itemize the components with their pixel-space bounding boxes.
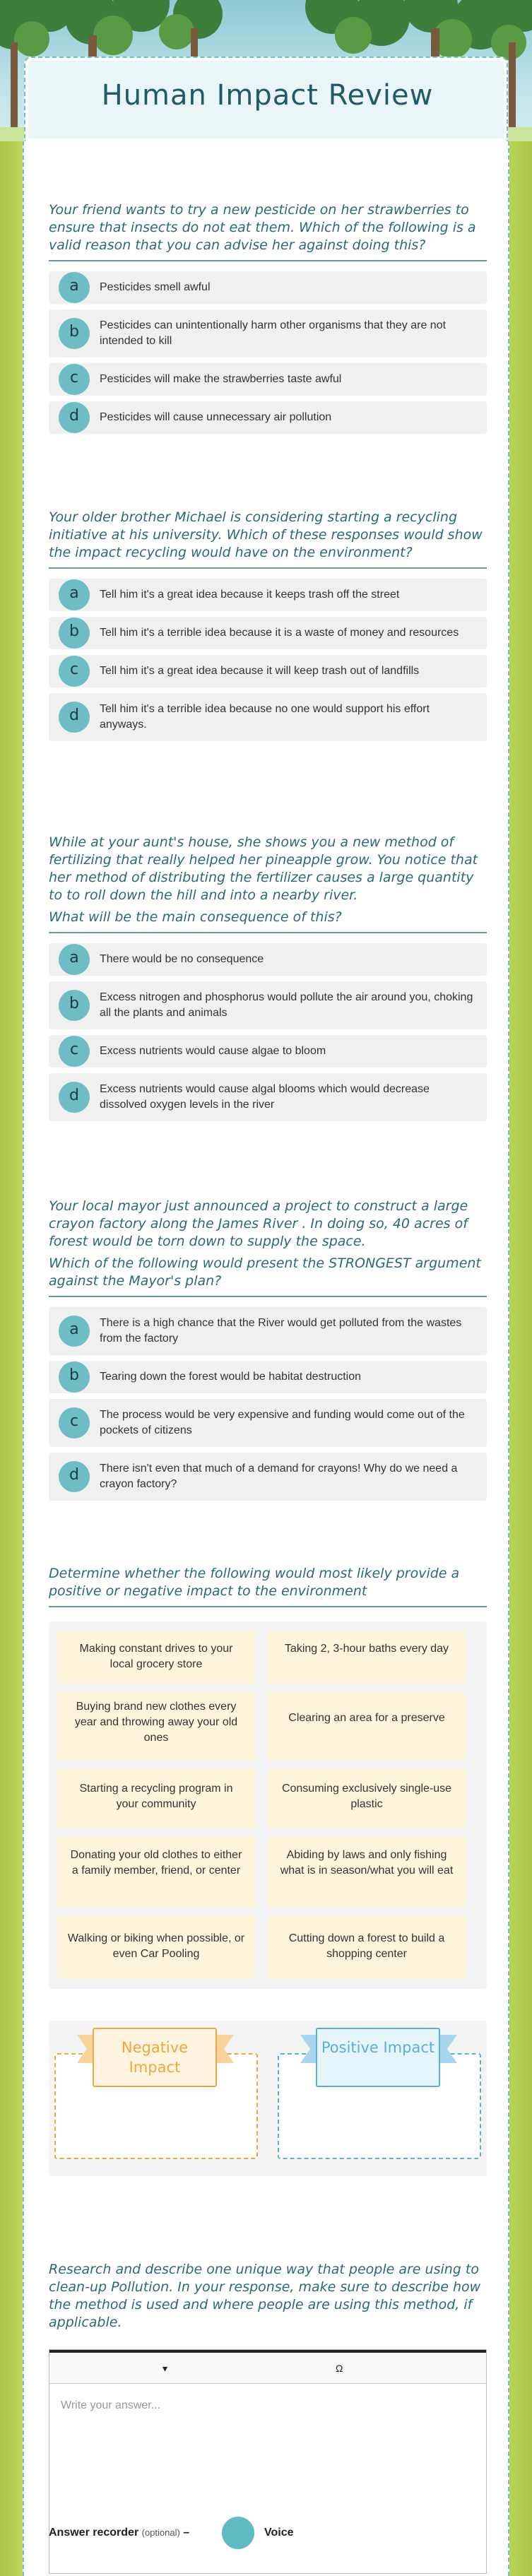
sort-card[interactable]: Donating your old clothes to either a family member, friend, or center	[57, 1836, 255, 1907]
sort-card[interactable]: Abiding by laws and only fishing what is in season/what you will eat	[268, 1836, 466, 1907]
choice-text: Pesticides will cause unnecessary air pollution	[100, 411, 332, 423]
divider	[49, 1296, 487, 1297]
choice-letter: b	[59, 1361, 90, 1393]
question-text: Your friend wants to try a new pesticide on her strawberries to ensure that insects do not eat them. Which of the following is a valid reason that you can advise her against doing this?	[49, 202, 476, 253]
choice-text: There isn't even that much of a demand for crayons! Why do we need a crayon factory?	[100, 1463, 458, 1490]
choice-text: Pesticides smell awful	[100, 281, 211, 293]
sort-card[interactable]: Taking 2, 3-hour baths every day	[268, 1630, 466, 1684]
question-subtext: What will be the main consequence of this?	[49, 909, 342, 925]
divider	[49, 567, 487, 569]
choice-text: Excess nutrients would cause algal blooms which would decrease dissolved oxygen levels in the river	[100, 1083, 430, 1111]
recorder-dash: –	[183, 2527, 190, 2539]
choice-letter: c	[59, 656, 90, 687]
question-2	[49, 509, 487, 747]
choice-text: Tell him it's a great idea because it keeps trash off the street	[100, 589, 400, 601]
sorting-items	[49, 1621, 487, 1989]
essay-placeholder[interactable]: Write your answer...	[61, 2399, 161, 2411]
choice-letter: d	[59, 1461, 90, 1492]
recorder-label	[49, 2527, 189, 2539]
choice-b[interactable]	[49, 1361, 487, 1393]
format-dropdown[interactable]: ▾	[162, 2363, 168, 2374]
choice-text: There is a high chance that the River would get polluted from the wastes from the factory	[100, 1317, 462, 1345]
choice-letter: c	[59, 1036, 90, 1067]
choice-letter: a	[59, 579, 90, 610]
choice-c[interactable]	[49, 1035, 487, 1068]
choice-letter: b	[59, 618, 90, 649]
question-text: Determine whether the following would most likely provide a positive or negative impact to the environment	[49, 1566, 460, 1599]
sorting-question	[49, 1565, 487, 1617]
sort-card[interactable]: Buying brand new clothes every year and throwing away your old ones	[57, 1692, 255, 1760]
choice-text: Excess nutrients would cause algae to bloom	[100, 1045, 326, 1057]
voice-label: Voice	[264, 2527, 294, 2539]
question-text: While at your aunt's house, she shows you a new method of fertilizing that really helped her pineapple grow. You notice that her method of distributing the fertilizer causes a large quantity to to roll down the hill and into a nearby river.	[49, 834, 478, 903]
recorder-label-text: Answer recorder	[49, 2527, 139, 2539]
choice-letter: a	[59, 272, 90, 303]
choice-letter: b	[59, 318, 90, 349]
negative-impact-label: Negative Impact	[93, 2028, 217, 2087]
choice-text: Pesticides will make the strawberries taste awful	[100, 373, 342, 385]
sorting-buckets	[49, 2021, 487, 2176]
sort-card[interactable]: Walking or biking when possible, or even Car Pooling	[57, 1915, 255, 1979]
choice-letter: c	[59, 364, 90, 395]
choice-b[interactable]	[49, 309, 487, 358]
question-subtext: Which of the following would present the STRONGEST argument against the Mayor's plan?	[49, 1255, 481, 1289]
essay-question	[49, 2261, 487, 2332]
editor-toolbar	[49, 2350, 486, 2384]
divider	[49, 1606, 487, 1607]
choice-c[interactable]	[49, 363, 487, 396]
title-banner	[24, 57, 508, 141]
choice-c[interactable]	[49, 655, 487, 687]
recorder-optional: (optional)	[141, 2527, 180, 2538]
choice-c[interactable]	[49, 1399, 487, 1447]
question-3	[49, 834, 487, 1127]
divider	[49, 260, 487, 261]
choice-a[interactable]	[49, 1307, 487, 1355]
sort-card[interactable]: Making constant drives to your local grocery store	[57, 1630, 255, 1684]
positive-impact-label: Positive Impact	[316, 2028, 440, 2087]
choice-text: Tell him it's a terrible idea because no one would support his effort anyways.	[100, 703, 430, 731]
sort-card[interactable]: Consuming exclusively single-use plastic	[268, 1768, 466, 1828]
choice-text: The process would be very expensive and funding would come out of the pockets of citizens	[100, 1409, 465, 1436]
choice-a[interactable]	[49, 579, 487, 611]
choice-letter: d	[59, 402, 90, 433]
choice-letter: c	[59, 1407, 90, 1438]
choice-text: Pesticides can unintentionally harm other organisms that they are not intended to kill	[100, 319, 447, 347]
choice-letter: b	[59, 990, 90, 1021]
question-text: Research and describe one unique way that people are using to clean-up Pollution. In your response, make sure to describe how the method is used and where people are using this method, if applicable.	[49, 2262, 481, 2330]
choice-letter: a	[59, 1316, 90, 1347]
special-character-button[interactable]: Ω	[336, 2363, 343, 2374]
choice-b[interactable]	[49, 617, 487, 649]
choice-text: Tell him it's a great idea because it will keep trash out of landfills	[100, 665, 420, 677]
choice-text: Tearing down the forest would be habitat destruction	[100, 1371, 362, 1383]
choice-a[interactable]	[49, 271, 487, 304]
choice-text: Excess nitrogen and phosphorus would pollute the air around you, choking all the plants and animals	[100, 991, 473, 1019]
question-4	[49, 1198, 487, 1506]
sort-card[interactable]: Clearing an area for a preserve	[268, 1692, 466, 1760]
worksheet-page	[23, 141, 509, 2576]
question-text: Your local mayor just announced a project to construct a large crayon factory along the James River . In doing so, 40 acres of forest would be torn down to supply the space.	[49, 1198, 468, 1249]
choice-d[interactable]	[49, 693, 487, 741]
choice-b[interactable]	[49, 981, 487, 1029]
choice-d[interactable]	[49, 1073, 487, 1121]
choice-letter: d	[59, 702, 90, 733]
page-title: Human Impact Review	[101, 79, 434, 112]
record-voice-button[interactable]	[222, 2517, 254, 2549]
answer-recorder	[49, 2515, 487, 2551]
choice-letter: d	[59, 1082, 90, 1113]
choice-d[interactable]	[49, 401, 487, 434]
choice-d[interactable]	[49, 1453, 487, 1501]
question-1	[49, 201, 487, 439]
sort-card[interactable]: Starting a recycling program in your community	[57, 1768, 255, 1828]
choice-text: There would be no consequence	[100, 953, 264, 965]
choice-a[interactable]	[49, 943, 487, 976]
choice-letter: a	[59, 944, 90, 975]
choice-text: Tell him it's a terrible idea because it is a waste of money and resources	[100, 627, 459, 639]
divider	[49, 932, 487, 933]
sort-card[interactable]: Cutting down a forest to build a shopping center	[268, 1915, 466, 1979]
question-text: Your older brother Michael is considering starting a recycling initiative at his university. Which of these responses would show the impact recycling would have on the environment?	[49, 509, 483, 560]
